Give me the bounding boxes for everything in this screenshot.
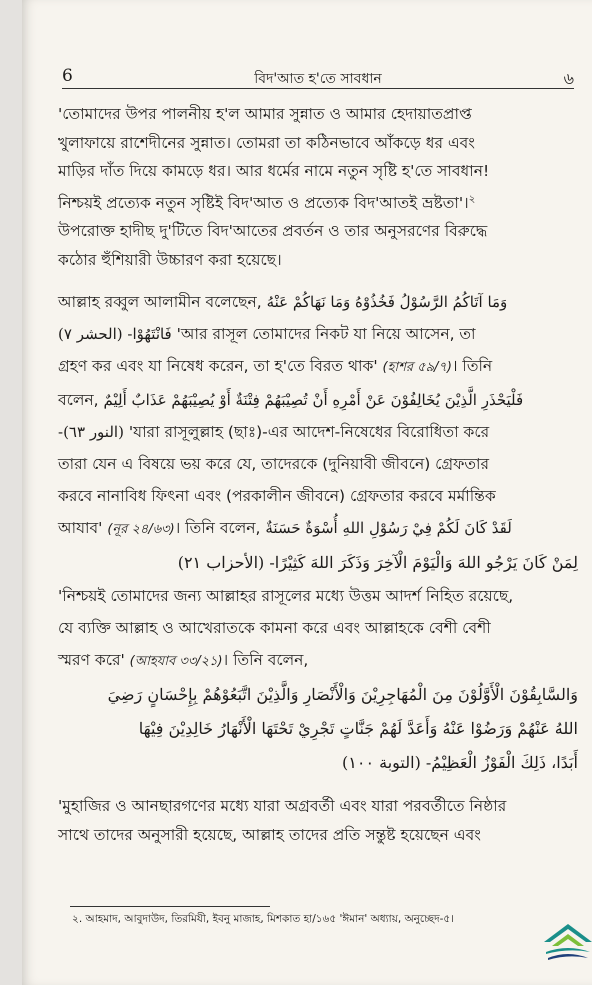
arabic-verse: وَمَا آتَاكُمُ الرَّسُوْلُ فَخُذُوْهُ وَمَا نَهَاكُمْ عَنْهُ — [266, 293, 508, 312]
arabic-verse: لِمَنْ كَانَ يَرْجُو اللهَ وَالْيَوْمَ الْآخِرَ وَذَكَرَ اللهَ كَثِيْرًا- (الأحزاب ٢١) — [177, 553, 578, 573]
citation: (হাশর ৫৯/৭) — [382, 360, 452, 376]
text-line: যে ব্যক্তি আল্লাহ ও আখেরাতকে কামনা করে এবং আল্লাহকে বেশী বেশী — [58, 619, 491, 638]
publisher-logo-icon — [540, 920, 592, 968]
text-line: স্মরণ করে' (আহযাব ৩৩/২১)। তিনি বলেন, — [58, 651, 309, 670]
text-line: গ্রহণ কর এবং যা নিষেধ করেন, তা হ'তে বিরত থাক' (হাশর ৫৯/৭)। তিনি — [58, 357, 493, 376]
text-line: فَانْتَهُوْا- (الحشر ٧) 'আর রাসূল তোমাদের নিকট যা নিয়ে আসেন, তা — [58, 325, 476, 344]
arabic-verse: فَلْيَحْذَرِ الَّذِيْنَ يُخَالِفُوْنَ عَنْ أَمْرِهِ أَنْ تُصِيْبَهُمْ فِتْنَةٌ أَوْ يُصِيْبَهُمْ عَذَابٌ أَلِيْمٌ — [103, 391, 524, 410]
quran-quotes-section — [58, 286, 578, 678]
text-line: (النور ٦٣)- 'যারা রাসূলুল্লাহ (ছাঃ)-এর আদেশ-নিষেধের বিরোধিতা করে — [58, 423, 490, 442]
text-line: 'নিশ্চয়ই তোমাদের জন্য আল্লাহর রাসূলের মধ্যে উত্তম আদর্শ নিহিত রয়েছে, — [58, 587, 514, 606]
arabic-verse: (النور ٦٣)- — [58, 423, 124, 442]
paragraph-verse-translation: 'মুহাজির ও আনছারগণের মধ্যে যারা অগ্রবর্তী এবং যারা পরবর্তীতে নিষ্ঠার সাথে তাদের অনুসারী হয়েছে, আল্লাহ তাদের প্রতি সন্তুষ্ট হয়েছেন এবং — [58, 797, 507, 844]
running-header — [62, 64, 574, 89]
page-number-right: ৬ — [563, 69, 574, 88]
paragraph-hadith-translation: 'তোমাদের উপর পালনীয় হ'ল আমার সুন্নাত ও আমার হেদায়াতপ্রাপ্ত খুলাফায়ে রাশেদীনের সুন্নাত। তোমরা তা কঠিনভাবে আঁকড়ে ধর এবং মাড়ির দাঁত দিয়ে কামড়ে ধর। আর ধর্মের নামে নতুন সৃষ্টি হ'তে সাবধান! নিশ্চয়ই প্রত্যেক নতুন সৃষ্টিই বিদ'আত ও প্রত্যেক বিদ'আতই ভ্রষ্টতা'।$^২$ উপরোক্ত হাদীছ দু'টিতে বিদ'আতের প্রবর্তন ও তার অনুসরণের বিরুদ্ধে কঠোর হুঁশিয়ারী উচ্চারণ করা হয়েছে। — [58, 105, 490, 269]
arabic-verse-block — [58, 678, 578, 780]
page-number-left: 6 — [62, 66, 73, 86]
footnote-divider — [70, 906, 270, 907]
arabic-verse-line: وَالسَّابِقُوْنَ الْأَوَّلُوْنَ مِنَ الْمُهَاجِرِيْنَ وَالْأَنْصَارِ وَالَّذِيْنَ اتَّبَعُوْهُمْ بِإِحْسَانٍ رَضِيَ — [107, 685, 578, 705]
running-title: বিদ'আত হ'তে সাবধান — [254, 71, 382, 87]
text-line: করবে নানাবিধ ফিৎনা এবং (পরকালীন জীবনে) গ্রেফতার করবে মর্মান্তিক — [58, 487, 496, 506]
text-line: আযাব' (নূর ২৪/৬৩)। তিনি বলেন, لَقَدْ كَانَ لَكُمْ فِيْ رَسُوْلِ اللهِ أُسْوَةٌ حَسَنَةٌ — [58, 519, 512, 538]
text-line: বলেন, فَلْيَحْذَرِ الَّذِيْنَ يُخَالِفُوْنَ عَنْ أَمْرِهِ أَنْ تُصِيْبَهُمْ فِتْنَةٌ أَوْ يُصِيْبَهُمْ عَذَابٌ أَلِيْمٌ — [58, 391, 524, 410]
citation: (নূর ২৪/৬৩) — [107, 522, 175, 538]
arabic-verse-line: اللهُ عَنْهُمْ وَرَضُوْا عَنْهُ وَأَعَدَّ لَهُمْ جَنَّاتٍ تَجْرِيْ تَحْتَهَا الْأَنْهَارُ خَالِدِيْنَ فِيْهَا — [138, 719, 578, 739]
text-line: আল্লাহ রব্বুল আলামীন বলেছেন, وَمَا آتَاكُمُ الرَّسُوْلُ فَخُذُوْهُ وَمَا نَهَاكُمْ عَنْهُ — [58, 293, 508, 312]
arabic-verse: فَانْتَهُوْا- (الحشر ٧) — [58, 325, 172, 344]
arabic-verse: لَقَدْ كَانَ لَكُمْ فِيْ رَسُوْلِ اللهِ أُسْوَةٌ حَسَنَةٌ — [265, 519, 512, 538]
page-body — [58, 100, 578, 849]
book-page — [22, 0, 592, 985]
footnote: ২. আহমাদ, আবুদাউদ, তিরমিযী, ইবনু মাজাহ, মিশকাত হা/১৬৫ 'ঈমান' অধ্যায়, অনুচ্ছেদ-৫। — [72, 913, 454, 925]
arabic-verse-line: أَبَدًا، ذَلِكَ الْفَوْزُ الْعَظِيْمُ- (التوبة ١٠٠) — [342, 753, 578, 773]
text-line: তারা যেন এ বিষয়ে ভয় করে যে, তাদেরকে (দুনিয়াবী জীবনে) গ্রেফতার — [58, 455, 490, 474]
citation: (আহযাব ৩৩/২১) — [129, 654, 223, 670]
footnote-marker: ২ — [468, 193, 476, 205]
